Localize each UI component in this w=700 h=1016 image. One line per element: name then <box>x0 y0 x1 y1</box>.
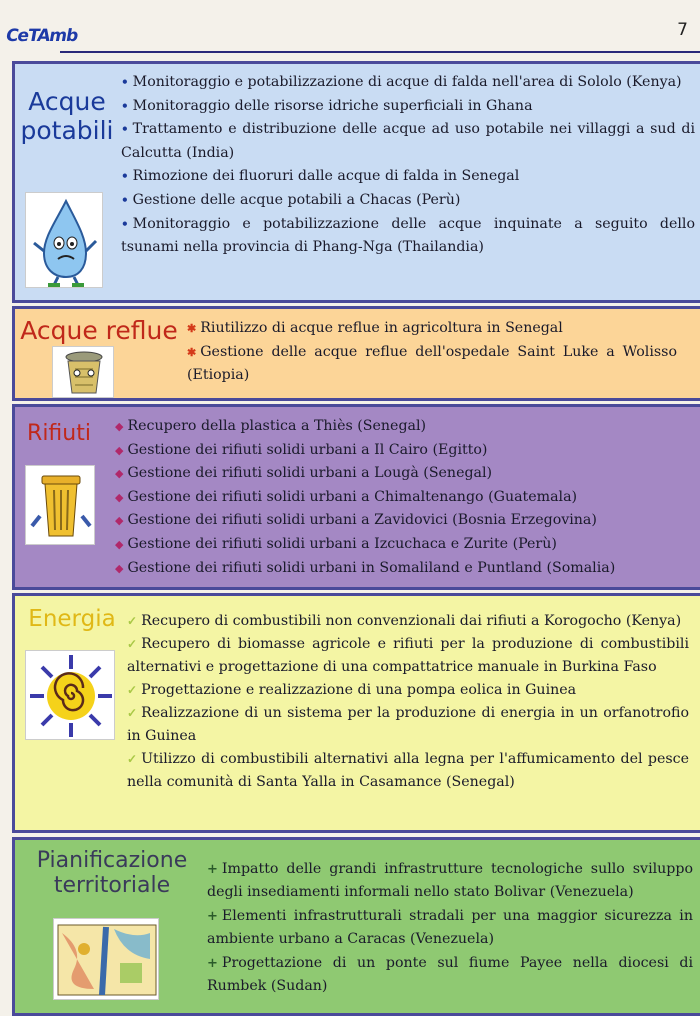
list-item-text: Gestione delle acque reflue dell'ospedale Saint Luke a Wolisso (Etiopia) <box>187 343 677 384</box>
bullet-icon: ◆ <box>115 561 124 575</box>
bullet-icon: ✓ <box>127 706 138 720</box>
bullet-icon: • <box>121 169 129 184</box>
list-item <box>121 95 695 119</box>
list-item <box>115 415 685 439</box>
list-item <box>127 702 689 748</box>
list-item <box>115 509 685 533</box>
list-item <box>115 462 685 486</box>
list-item-text: Gestione delle acque potabili a Chacas (Perù) <box>132 191 461 208</box>
bullet-icon: ◆ <box>115 443 124 457</box>
list-item-text: Elementi infrastrutturali stradali per una maggior sicurezza in ambiente urbano a Caracas (Venezuela) <box>207 907 693 948</box>
section-title-line: Pianificazione <box>36 848 188 873</box>
list-item-text: Utilizzo di combustibili alternativi alla legna per l'affumicamento del pesce nella comunità di Santa Yalla in Casamance (Senegal) <box>127 751 689 790</box>
map-icon <box>53 918 159 1000</box>
bullet-icon: • <box>121 216 129 231</box>
bullet-icon: • <box>121 98 129 113</box>
logo: CeTAmb <box>4 26 80 46</box>
sewage-bin-icon <box>52 346 114 398</box>
list-item-text: Progettazione e realizzazione di una pompa eolica in Guinea <box>141 682 577 698</box>
water-drop-icon <box>25 192 103 288</box>
section-acque-potabili <box>12 61 700 303</box>
item-list <box>187 317 677 388</box>
list-item <box>115 557 685 581</box>
bullet-icon: ◆ <box>115 467 124 481</box>
list-item-text: Riutilizzo di acque reflue in agricoltura in Senegal <box>200 320 563 336</box>
section-title <box>19 421 99 446</box>
section-title-line: Acque <box>28 87 106 116</box>
section-title-line: Acque reflue <box>20 316 178 345</box>
list-item <box>121 118 695 165</box>
bullet-icon: ✓ <box>127 614 138 628</box>
list-item <box>207 858 693 905</box>
list-item <box>207 905 693 952</box>
section-title <box>19 317 179 346</box>
list-item <box>121 71 695 95</box>
bullet-icon: • <box>121 122 129 137</box>
bullet-icon: ✓ <box>127 683 138 697</box>
list-item <box>127 610 689 633</box>
list-item-text: Rimozione dei fluoruri dalle acque di falda in Senegal <box>132 168 520 185</box>
list-item-text: Recupero di combustibili non convenzionali dai rifiuti a Korogocho (Kenya) <box>141 613 682 629</box>
bullet-icon: ◆ <box>115 514 124 528</box>
list-item-text: Gestione dei rifiuti solidi urbani a Izcuchaca e Zurite (Perù) <box>127 535 557 552</box>
list-item-text: Progettazione di un ponte sul fiume Payee nella diocesi di Rumbek (Sudan) <box>207 954 693 995</box>
list-item-text: Gestione dei rifiuti solidi urbani a Il Cairo (Egitto) <box>127 441 488 458</box>
list-item <box>121 189 695 213</box>
bullet-icon: + <box>207 955 218 971</box>
list-item-text: Realizzazione di un sistema per la produzione di energia in un orfanotrofio in Guinea <box>127 705 689 744</box>
section-pianificazione-territoriale <box>12 837 700 1016</box>
section-title <box>21 848 203 899</box>
item-list <box>115 415 685 580</box>
list-item <box>115 533 685 557</box>
bullet-icon: ✓ <box>127 637 138 651</box>
list-item-text: Recupero di biomasse agricole e rifiuti per la produzione di combustibili alternativi e progettazione di una compattatrice manuale in Burkina Faso <box>127 636 689 675</box>
list-item <box>187 317 677 341</box>
list-item-text: Gestione dei rifiuti solidi urbani in Somaliland e Puntland (Somalia) <box>127 559 616 576</box>
list-item-text: Recupero della plastica a Thiès (Senegal) <box>127 418 427 434</box>
bullet-icon: ✱ <box>187 322 197 335</box>
list-item-text: Gestione dei rifiuti solidi urbani a Lougà (Senegal) <box>127 465 493 482</box>
section-acque-reflue <box>12 306 700 401</box>
item-list <box>121 71 695 260</box>
bullet-icon: ◆ <box>115 537 124 551</box>
list-item-text: Monitoraggio delle risorse idriche superficiali in Ghana <box>132 97 533 114</box>
list-item-text: Monitoraggio e potabilizzazione di acque di falda nell'area di Sololo (Kenya) <box>132 74 682 90</box>
sun-icon <box>25 650 115 740</box>
page-number: 7 <box>677 20 688 40</box>
list-item-text: Gestione dei rifiuti solidi urbani a Chimaltenango (Guatemala) <box>127 488 578 505</box>
item-list <box>127 610 689 794</box>
section-energia <box>12 593 700 833</box>
list-item <box>127 633 689 679</box>
list-item <box>187 341 677 388</box>
list-item-text: Gestione dei rifiuti solidi urbani a Zavidovici (Bosnia Erzegovina) <box>127 512 597 529</box>
list-item <box>121 213 695 260</box>
item-list <box>207 858 693 998</box>
list-item-text: Trattamento e distribuzione delle acque ad uso potabile nei villaggi a sud di Calcutta (India) <box>121 121 695 161</box>
page-header <box>0 0 700 56</box>
section-title-line: territoriale <box>53 873 171 899</box>
list-item <box>115 486 685 510</box>
section-title-line: potabili <box>20 115 114 145</box>
list-item <box>127 748 689 794</box>
list-item <box>115 439 685 463</box>
list-item-text: Impatto delle grandi infrastrutture tecnologiche sullo sviluppo degli insediamenti informali nello stato Bolivar (Venezuela) <box>207 861 693 901</box>
section-title <box>19 606 125 632</box>
trash-can-icon <box>25 465 95 545</box>
list-item <box>207 952 693 999</box>
section-title <box>17 88 117 146</box>
bullet-icon: ◆ <box>115 420 124 433</box>
bullet-icon: ✓ <box>127 752 138 766</box>
bullet-icon: ◆ <box>115 490 124 504</box>
header-rule <box>60 51 700 53</box>
bullet-icon: + <box>207 908 218 924</box>
list-item-text: Monitoraggio e potabilizzazione delle acque inquinate a seguito dello tsunami nella provincia di Phang-Nga (Thailandia) <box>121 215 695 256</box>
bullet-icon: ✱ <box>187 345 197 359</box>
bullet-icon: + <box>207 862 218 877</box>
list-item <box>121 165 695 189</box>
section-rifiuti <box>12 404 700 590</box>
list-item <box>127 679 689 702</box>
section-title-line: Energia <box>28 606 116 632</box>
bullet-icon: • <box>121 192 129 207</box>
section-title-line: Rifiuti <box>27 421 91 446</box>
bullet-icon: • <box>121 75 129 89</box>
